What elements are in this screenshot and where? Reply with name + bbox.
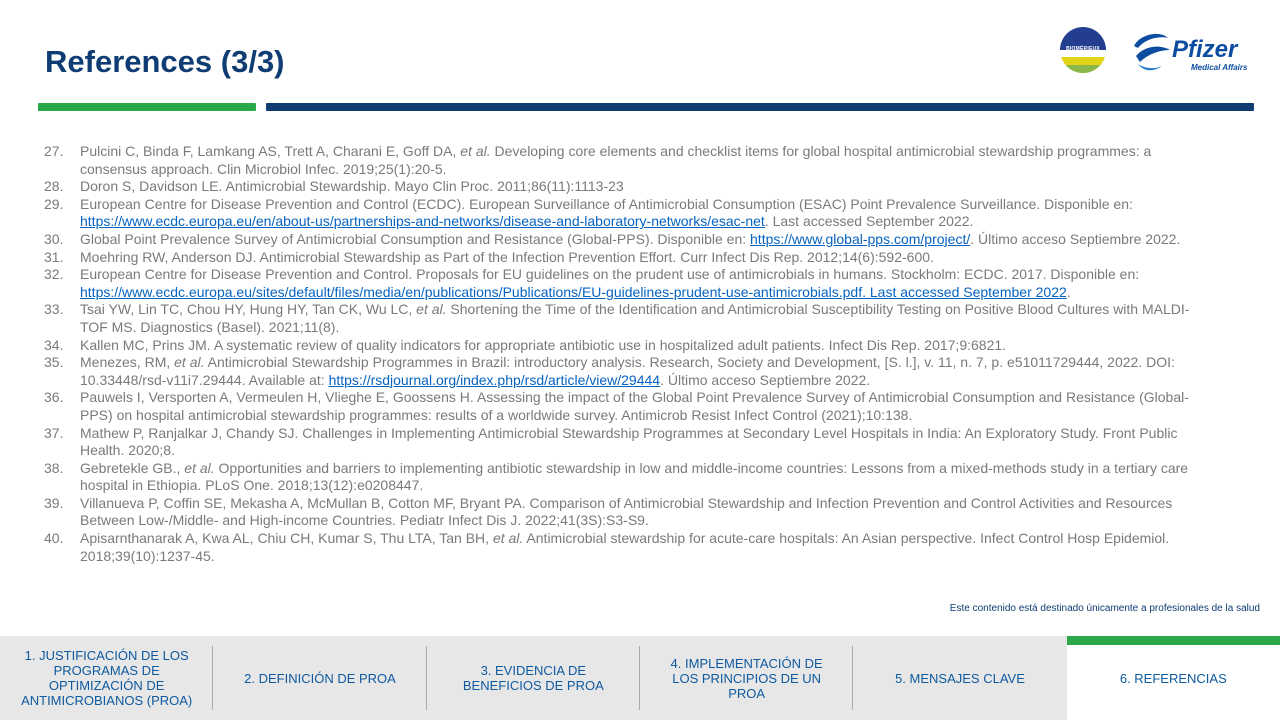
reference-link[interactable]: https://rsdjournal.org/index.php/rsd/article/view/29444 [328,371,661,388]
reference-et-al: et al. [184,459,215,476]
reference-number: 37. [44,424,64,441]
reference-text [80,196,1194,231]
reference-text-part: Pulcini C, Binda F, Lamkang AS, Trett A, Charani E, Goff DA, [80,143,461,159]
nav-tab-label-line: ANTIMICROBIANOS (PROA) [21,693,193,708]
header-accent-bar-blue [266,103,1254,111]
reference-text [80,460,1194,495]
nav-tab-label-line: OPTIMIZACIÓN DE [48,678,165,693]
reference-number: 28. [44,178,64,195]
nav-tab-label [1120,671,1227,686]
reference-item [44,425,1194,460]
reference-number: 40. [44,530,64,547]
reference-text-part: Antimicrobial stewardship for acute-care hospitals: An Asian perspective. Infect Control Hosp Epidemiol. 2018;39(10):1237-45. [80,530,1170,564]
reference-link[interactable]: https://www.global-pps.com/project/ [750,230,971,247]
reference-text [80,425,1194,460]
nav-tab-6[interactable] [1067,636,1280,720]
nav-tab-label [244,671,396,686]
footer-disclaimer: Este contenido está destinado únicamente a profesionales de la salud [949,603,1260,614]
reference-number: 27. [44,143,64,159]
reference-text-part: Opportunities and barriers to implementing antibiotic stewardship in low and middle-income countries: Lessons from a mixed-methods study in a tertiary care hospital in Ethiopia. PLoS One. 2018;13(12):e0208447. [80,459,1189,494]
reference-text-part: Villanueva P, Coffin SE, Mekasha A, McMullan B, Cotton MF, Bryant PA. Comparison of Antimicrobial Stewardship and Infection Prevention and Control Activities and Resources Between Low-/Middle- and High-income Countries. Pediatr Infect Dis J. 2022;41(3S):S3-S9. [80,494,1173,529]
reference-item [44,389,1194,424]
reference-item [44,178,1194,196]
reference-item [44,231,1194,249]
reference-item [44,530,1194,565]
reference-text-part: Apisarnthanarak A, Kwa AL, Chiu CH, Kumar S, Thu LTA, Tan BH, [80,530,493,547]
reference-text [80,495,1194,530]
reference-et-al: et al. [460,143,491,159]
nav-tab-label [21,648,192,708]
reference-link[interactable]: https://www.ecdc.europa.eu/en/about-us/partnerships-and-networks/disease-and-laboratory-networks/esac-net [80,213,765,230]
reference-et-al: et al. [416,301,447,318]
reference-text [80,249,1194,267]
reference-text-part: Moehring RW, Anderson DJ. Antimicrobial Stewardship as Part of the Infection Prevention Effort. Curr Infect Dis Rep. 2012;14(6):592-600. [80,248,934,265]
reference-text-part: Tsai YW, Lin TC, Chou HY, Hung HY, Tan CK, Wu LC, [80,301,417,318]
reference-text-part: Global Point Prevalence Survey of Antimicrobial Consumption and Resistance (Global-PPS). Disponible en: [80,230,751,247]
nav-tab-2[interactable] [213,636,426,720]
reference-number: 31. [44,248,64,265]
reference-number: 35. [44,354,64,371]
reference-list [44,143,1194,565]
reference-item [44,301,1194,336]
reference-et-al: et al. [492,530,524,547]
reference-item [44,460,1194,495]
nav-tab-3[interactable] [427,636,640,720]
page-title: References (3/3) [45,44,285,79]
nav-tab-label-line: BENEFICIOS DE PROA [462,678,604,693]
nav-tab-1[interactable] [0,636,213,720]
nav-tab-label-line: 2. DEFINICIÓN DE PROA [244,670,396,686]
nav-tab-label [463,663,604,693]
reference-number: 29. [44,195,64,212]
reference-item [44,266,1194,301]
reference-text-part: European Centre for Disease Prevention and Control. Proposals for EU guidelines on the prudent use of antimicrobials in humans. Stockholm: ECDC. 2017. Disponible en: [80,266,1140,283]
reference-text-part: . Last accessed September 2022. [764,213,974,230]
reference-item [44,337,1194,355]
nav-tab-label [895,671,1025,686]
reference-text-part: . Último acceso Septiembre 2022. [970,230,1181,247]
biomerieux-logo-text: BIOMÉRIEUX [1066,46,1100,52]
reference-text [80,231,1194,249]
nav-tab-label-line: 6. REFERENCIAS [1119,670,1227,686]
reference-text [80,301,1194,336]
reference-text [80,530,1194,565]
pfizer-wordmark: Pfizer [1172,36,1238,63]
reference-text-part: Pauwels I, Versporten A, Vermeulen H, Vlieghe E, Goossens H. Assessing the impact of the Global Point Prevalence Survey of Antimicrobial Consumption and Resistance (Global-PPS) on hospital antimicrobial stewardship programmes: results of a worldwide survey. Antimicrob Resist Infect Control (2021);10:138. [80,389,1189,423]
reference-number: 30. [44,230,64,247]
nav-tab-label-line: PROA [728,685,766,701]
reference-text [80,337,1194,355]
reference-text [80,266,1194,301]
reference-number: 39. [44,494,64,511]
reference-number: 33. [44,301,64,318]
nav-tab-5[interactable] [853,636,1066,720]
reference-text [80,143,1194,178]
reference-text-part: Kallen MC, Prins JM. A systematic review of quality indicators for appropriate antibiotic use in hospitalized adult patients. Infect Dis Rep. 2017;9:6821. [80,336,1007,353]
reference-text-part: Doron S, Davidson LE. Antimicrobial Stewardship. Mayo Clin Proc. 2011;86(11):1113-23 [80,178,624,195]
nav-tab-label-line: LOS PRINCIPIOS DE UN [672,670,822,686]
reference-number: 36. [44,389,64,406]
reference-item [44,143,1194,178]
nav-tab-label-line: 1. JUSTIFICACIÓN DE LOS [24,648,189,663]
reference-text-part: Developing core elements and checklist items for global hospital antimicrobial stewardship programmes: a consensus approach. Clin Microbiol Infec. 2019;25(1):20-5. [80,143,1152,177]
nav-tab-label-line: PROGRAMAS DE [53,663,160,678]
reference-text-part: . [1066,283,1071,300]
reference-text-part: Mathew P, Ranjalkar J, Chandy SJ. Challenges in Implementing Antimicrobial Stewardship Programmes at Secondary Level Hospitals in India: An Exploratory Study. Front Public Health. 2020;8. [80,424,1178,459]
reference-link[interactable]: https://www.ecdc.europa.eu/sites/default/files/media/en/publications/Publications/EU-guidelines-prudent-use-antimicrobials.pdf. Last accessed September 2022 [80,283,1067,300]
reference-text [80,178,1194,196]
reference-text-part: Gebretekle GB., [80,459,185,476]
reference-text-part: Shortening the Time of the Identification and Antimicrobial Susceptibility Testing on Positive Blood Cultures with MALDI-TOF MS. Diagnostics (Basel). 2021;11(8). [80,301,1190,335]
nav-tab-label-line: 4. IMPLEMENTACIÓN DE [670,655,823,671]
nav-tab-label-line: 5. MENSAJES CLAVE [895,670,1025,686]
nav-tab-label [671,656,823,701]
reference-text-part: European Centre for Disease Prevention and Control (ECDC). European Surveillance of Antimicrobial Consumption (ESAC) Point Prevalence Surveillance. Disponible en: [80,195,1133,212]
pfizer-swirl-icon [1130,28,1172,74]
pfizer-logo [1130,26,1260,76]
nav-tab-label-line: 3. EVIDENCIA DE [480,663,587,678]
reference-item [44,354,1194,389]
reference-number: 32. [44,266,64,283]
reference-item [44,249,1194,267]
pfizer-subtitle: Medical Affairs [1191,63,1248,72]
reference-text [80,389,1194,424]
reference-item [44,196,1194,231]
header-accent-bar-green [38,103,256,111]
section-navigation [0,636,1280,720]
reference-text-part: Menezes, RM, [80,354,175,371]
reference-text-part: . Último acceso Septiembre 2022. [660,371,871,388]
reference-text [80,354,1194,389]
reference-number: 38. [44,459,64,476]
nav-tab-4[interactable] [640,636,853,720]
reference-et-al: et al. [174,354,205,371]
biomerieux-logo [1060,27,1106,73]
reference-item [44,495,1194,530]
reference-text-part: Antimicrobial Stewardship Programmes in Brazil: introductory analysis. Research, Society and Development, [S. l.], v. 11, n. 7, p. e51011729444, 2022. DOI: 10.33448/rsd-v11i7.29444. Available at: [80,354,1175,388]
reference-number: 34. [44,336,64,353]
